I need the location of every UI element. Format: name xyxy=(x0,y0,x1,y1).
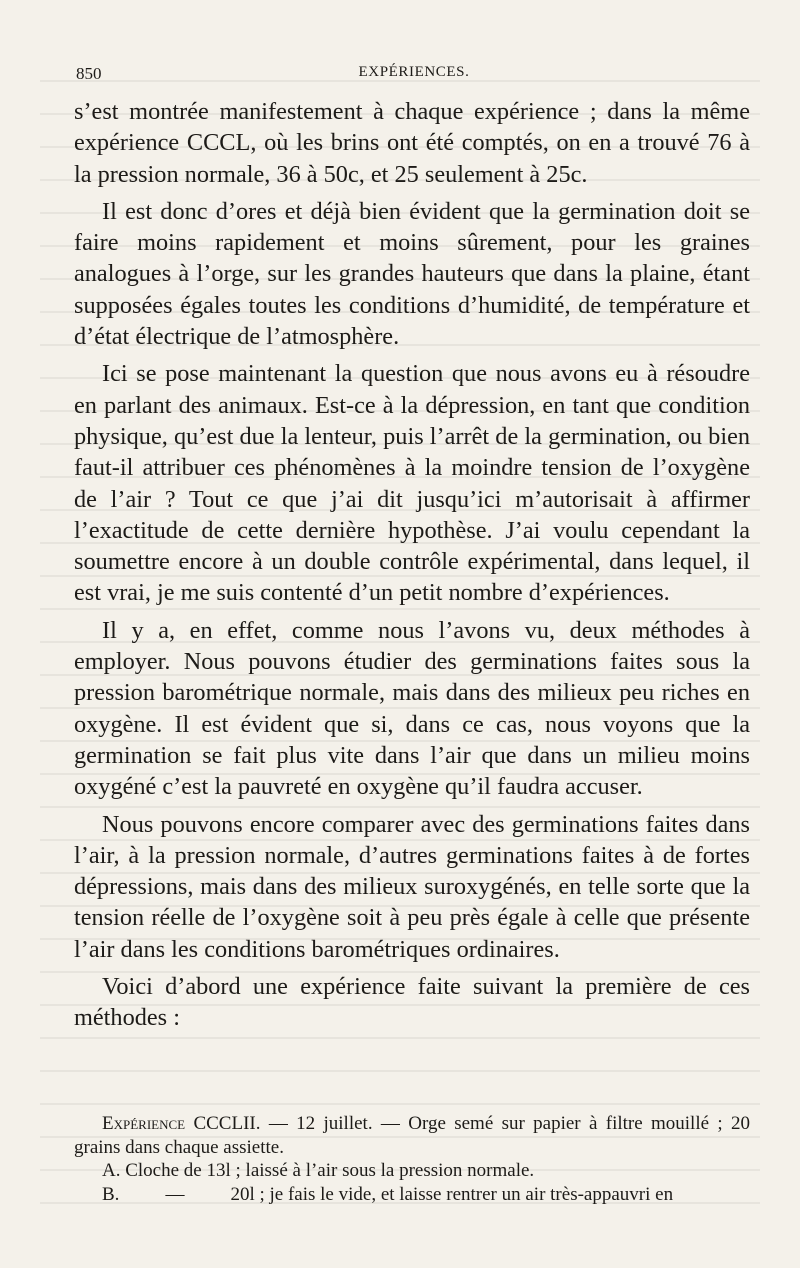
experiment-note xyxy=(74,1112,750,1206)
paragraph-5: Nous pouvons encore comparer avec des germinations faites dans l’air, à la pression normale, d’autres germinations faites à de fortes dépressions, mais dans des milieux suroxygénés, en telle sorte que la tension réelle de l’oxygène soit à peu près égale à celle que présente l’air dans les conditions barométriques ordinaires. xyxy=(74,810,750,963)
experiment-label: Expérience CCCLII. xyxy=(102,1113,261,1134)
experiment-line-b xyxy=(74,1183,750,1207)
line-b-dash: — xyxy=(165,1183,185,1205)
running-title: EXPÉRIENCES. xyxy=(358,64,470,80)
paragraph-1: s’est montrée manifestement à chaque expérience ; dans la même expérience CCCL, où les brins ont été comptés, on en a trouvé 76 à la pression normale, 36 à 50c, et 25 seulement à 25c. xyxy=(74,98,750,188)
line-a-text: Cloche de 13l ; laissé à l’air sous la pression normale. xyxy=(125,1160,535,1181)
paragraph-6: Voici d’abord une expérience faite suivant la première de ces méthodes : xyxy=(74,973,750,1032)
experiment-heading xyxy=(74,1112,750,1159)
body-text xyxy=(74,96,750,1040)
line-b-label: B. xyxy=(102,1183,120,1205)
experiment-line-a xyxy=(74,1159,750,1183)
line-a-label: A. xyxy=(102,1160,121,1181)
page-number: 850 xyxy=(76,64,102,83)
paragraph-2: Il est donc d’ores et déjà bien évident que la germination doit se faire moins rapidement et moins sûrement, pour les graines analogues à l’orge, sur les grandes hauteurs que dans la plaine, étant supposées égales toutes les conditions d’humidité, de température et d’état électrique de l’atmosphère. xyxy=(74,197,750,351)
paragraph-4: Il y a, en effet, comme nous l’avons vu, deux méthodes à employer. Nous pouvons étudier des germinations faites sous la pression barométrique normale, mais dans des milieux peu riches en oxygène. Il est évident que si, dans ce cas, nous voyons que la germination se fait plus vite dans l’air que dans un milieu moins oxygéné c’est la pauvreté en oxygène qu’il faudra accuser. xyxy=(74,616,750,801)
line-b-text: 20l ; je fais le vide, et laisse rentrer un air très-appauvri en xyxy=(230,1183,674,1205)
experiment-description: — 12 juillet. — Orge semé sur papier à filtre mouillé ; 20 grains dans chaque assiette. xyxy=(74,1113,750,1158)
paragraph-3: Ici se pose maintenant la question que nous avons eu à résoudre en parlant des animaux. Est-ce à la dépression, en tant que condition physique, qu’est due la lenteur, puis l’arrêt de la germination, ou bien faut-il attribuer ces phénomènes à la moindre tension de l’oxygène de l’air ? Tout ce que j’ai dit jusqu’ici m’autorisait à affirmer l’exactitude de cette dernière hypothèse. J’ai voulu cependant la soumettre encore à un double contrôle expérimental, dans lequel, il est vrai, je me suis contenté d’un petit nombre d’expériences. xyxy=(74,360,750,607)
running-head xyxy=(76,64,752,86)
